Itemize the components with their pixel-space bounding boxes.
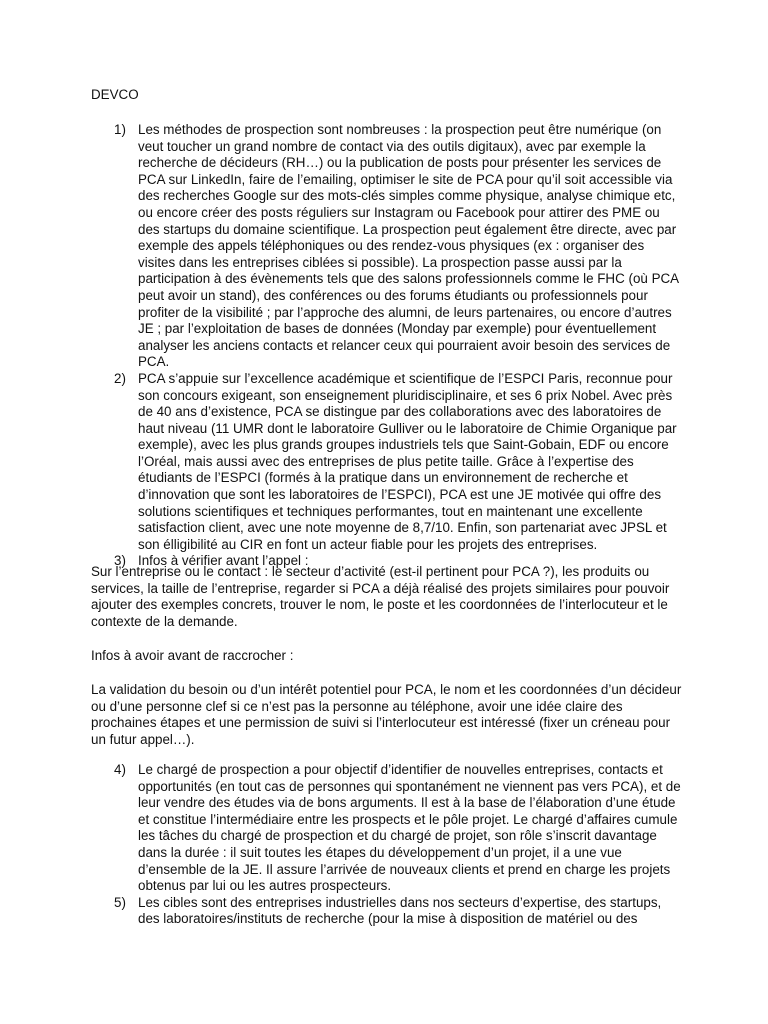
list-item-text: Infos à vérifier avant l’appel : [138,553,309,569]
numbered-list-second [91,762,681,928]
paragraph-before-hangup-heading: Infos à avoir avant de raccrocher : [91,648,294,663]
list-item-number: 1) [114,122,126,137]
list-item-text: Le chargé de prospection a pour objectif d’identifier de nouvelles entreprises, contacts et opportunités (en tout cas de personnes qui spontanément ne viennent pas vers PCA), et de leur vendre des études via de bons arguments. Il est à la base de l’élaboration d’une étude et constitue l’intermédiaire entre les prospects et le pôle projet. Le chargé d’affaires cumule les tâches du chargé de prospection et du chargé de projet, son rôle s’inscrit davantage dans la durée : il suit toutes les étapes du développement d’un projet, il a une vue d’ensemble de la JE. Il assure l’arrivée de nouveaux clients et prend en charge les projets obtenus par lui ou les autres prospecteurs. [138,762,681,894]
list-item [91,762,681,895]
list-item-text: Les cibles sont des entreprises industrielles dans nos secteurs d’expertise, des startups, des laboratoires/instituts de recherche (pour la mise à disposition de matériel ou des [138,894,662,927]
list-item [91,371,681,554]
list-item-number: 5) [114,894,126,910]
document-title: DEVCO [91,87,139,102]
list-item-number: 3) [114,553,126,569]
paragraph-company-info: Sur l’entreprise ou le contact : le secteur d’activité (est-il pertinent pour PCA ?), les produits ou services, la taille de l’entreprise, regarder si PCA a déjà réalisé des projets similaires pour pouvoir ajouter des exemples concrets, trouver le nom, le poste et les coordonnées de l’interlocuteur et le contexte de la demande. [91,564,670,629]
list-item-text: Les méthodes de prospection sont nombreuses : la prospection peut être numérique (on veut toucher un grand nombre de contact via des outils digitaux), avec par exemple la recherche de décideurs (RH…) ou la publication de posts pour présenter les services de PCA sur LinkedIn, faire de l’emailing, optimiser le site de PCA pour qu’il soit accessible via des recherches Google sur des mots-clés simples comme physique, analyse chimique etc, ou encore créer des posts réguliers sur Instagram ou Facebook pour attirer des PME ou des startups du domaine scientifique. La prospection peut également être directe, avec par exemple des appels téléphoniques ou des rendez-vous physiques (ex : organiser des visites dans les entreprises ciblées si possible). La prospection passe aussi par la participation à des évènements tels que des salons professionnels comme le FHC (où PCA peut avoir un stand), des conférences ou des forums étudiants ou professionnels pour profiter de la visibilité ; par l’approche des alumni, de leurs partenaires, ou encore d’autres JE ; par l’exploitation de bases de données (Monday par exemple) pour éventuellement analyser les anciens contacts et relancer ceux qui pourraient avoir besoin des services de PCA. [138,122,679,370]
list-item [91,895,681,928]
list-item-text: PCA s’appuie sur l’excellence académique et scientifique de l’ESPCI Paris, reconnue pour son concours exigeant, son enseignement pluridisciplinaire, et ses 6 prix Nobel. Avec près de 40 ans d’existence, PCA se distingue par des collaborations avec des laboratoires de haut niveau (11 UMR dont le laboratoire Gulliver ou le laboratoire de Chimie Organique par exemple), avec les plus grands groupes industriels tels que Saint-Gobain, EDF ou encore l’Oréal, mais aussi avec des entreprises de plus petite taille. Grâce à l’expertise des étudiants de l’ESPCI (formés à la pratique dans un environnement de recherche et d’innovation que sont les laboratoires de l’ESPCI), PCA est une JE motivée qui offre des solutions scientifiques et techniques performantes, tout en maintenant une excellente satisfaction client, avec une note moyenne de 8,7/10. Enfin, son partenariat avec JPSL et son élligibilité au CIR en font un acteur fiable pour les projets des entreprises. [138,370,677,552]
list-item-number: 2) [114,370,126,386]
paragraph-validation: La validation du besoin ou d’un intérêt potentiel pour PCA, le nom et les coordonnées d’un décideur ou d’une personne clef si ce n’est pas la personne au téléphone, avoir une idée claire des prochaines étapes et une permission de suivi si l’interlocuteur est intéressé (fixer un créneau pour un futur appel…). [91,682,682,747]
numbered-list-first [91,122,681,570]
list-item-number: 4) [114,762,126,777]
list-item [91,122,681,371]
